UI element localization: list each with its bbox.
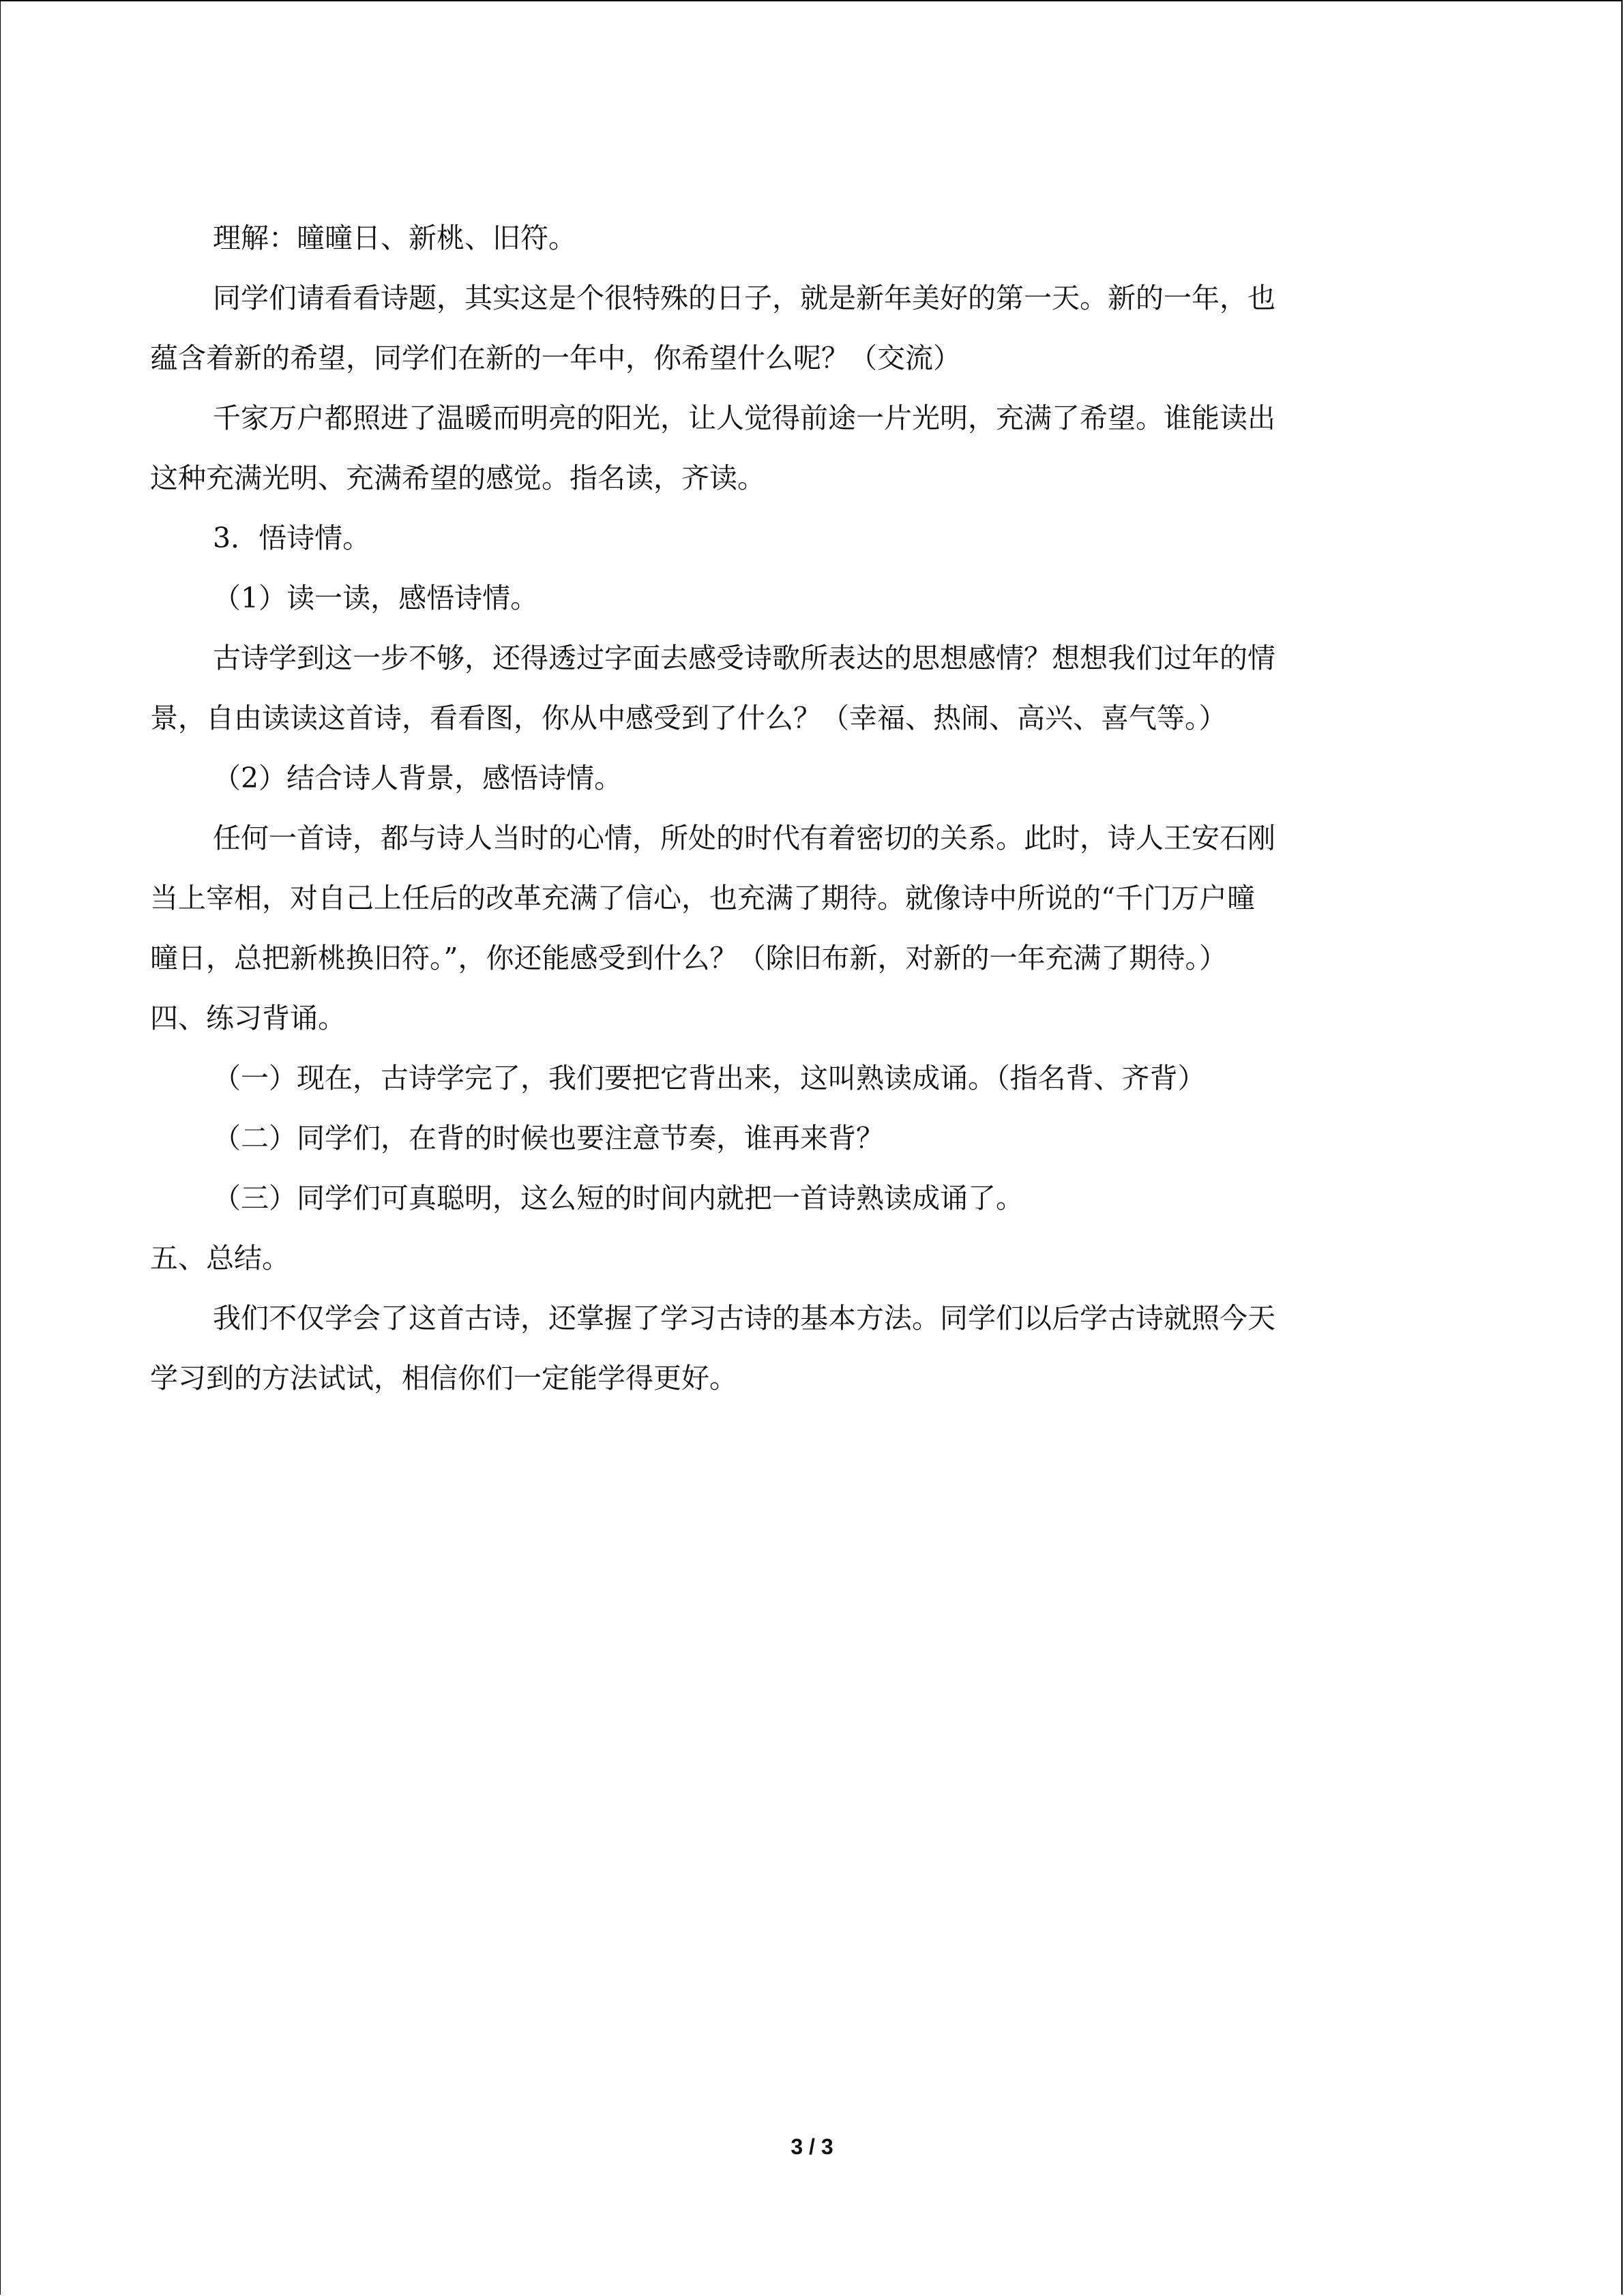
text-line: 理解：曈曈日、新桃、旧符。 bbox=[213, 222, 576, 254]
text-line: 曈日，总把新桃换旧符。”，你还能感受到什么？（除旧布新，对新的一年充满了期待。） bbox=[150, 942, 1227, 974]
text-line: 我们不仅学会了这首古诗，还掌握了学习古诗的基本方法。同学们以后学古诗就照今天 bbox=[213, 1302, 1275, 1335]
text-line: （二）同学们，在背的时候也要注意节奏，谁再来背？ bbox=[213, 1122, 884, 1154]
text-line: 3．悟诗情。 bbox=[213, 522, 371, 554]
text-line: 五、总结。 bbox=[150, 1242, 290, 1274]
text-line: 景，自由读读这首诗，看看图，你从中感受到了什么？（幸福、热闹、高兴、喜气等。） bbox=[150, 702, 1227, 734]
text-line: （2）结合诗人背景，感悟诗情。 bbox=[213, 762, 623, 794]
text-line: 千家万户都照进了温暖而明亮的阳光，让人觉得前途一片光明，充满了希望。谁能读出 bbox=[213, 402, 1275, 434]
text-line: 学习到的方法试试，相信你们一定能学得更好。 bbox=[150, 1362, 737, 1395]
text-line: 当上宰相，对自己上任后的改革充满了信心，也充满了期待。就像诗中所说的“千门万户曈 bbox=[150, 882, 1255, 914]
text-line: （1）读一读，感悟诗情。 bbox=[213, 582, 539, 614]
text-line: （三）同学们可真聪明，这么短的时间内就把一首诗熟读成诵了。 bbox=[213, 1182, 1024, 1214]
text-line: （一）现在，古诗学完了，我们要把它背出来，这叫熟读成诵。（指名背、齐背） bbox=[213, 1062, 1206, 1094]
text-line: 任何一首诗，都与诗人当时的心情，所处的时代有着密切的关系。此时，诗人王安石刚 bbox=[213, 822, 1275, 854]
text-line: 蕴含着新的希望，同学们在新的一年中，你希望什么呢？（交流） bbox=[150, 342, 961, 374]
text-line: 这种充满光明、充满希望的感觉。指名读，齐读。 bbox=[150, 462, 765, 494]
document-body bbox=[150, 208, 1480, 1408]
page-number: 3 / 3 bbox=[791, 2134, 833, 2159]
text-line: 四、练习背诵。 bbox=[150, 1002, 346, 1034]
text-line: 同学们请看看诗题，其实这是个很特殊的日子，就是新年美好的第一天。新的一年，也 bbox=[213, 282, 1275, 314]
text-line: 古诗学到这一步不够，还得透过字面去感受诗歌所表达的思想感情？想想我们过年的情 bbox=[213, 642, 1275, 674]
